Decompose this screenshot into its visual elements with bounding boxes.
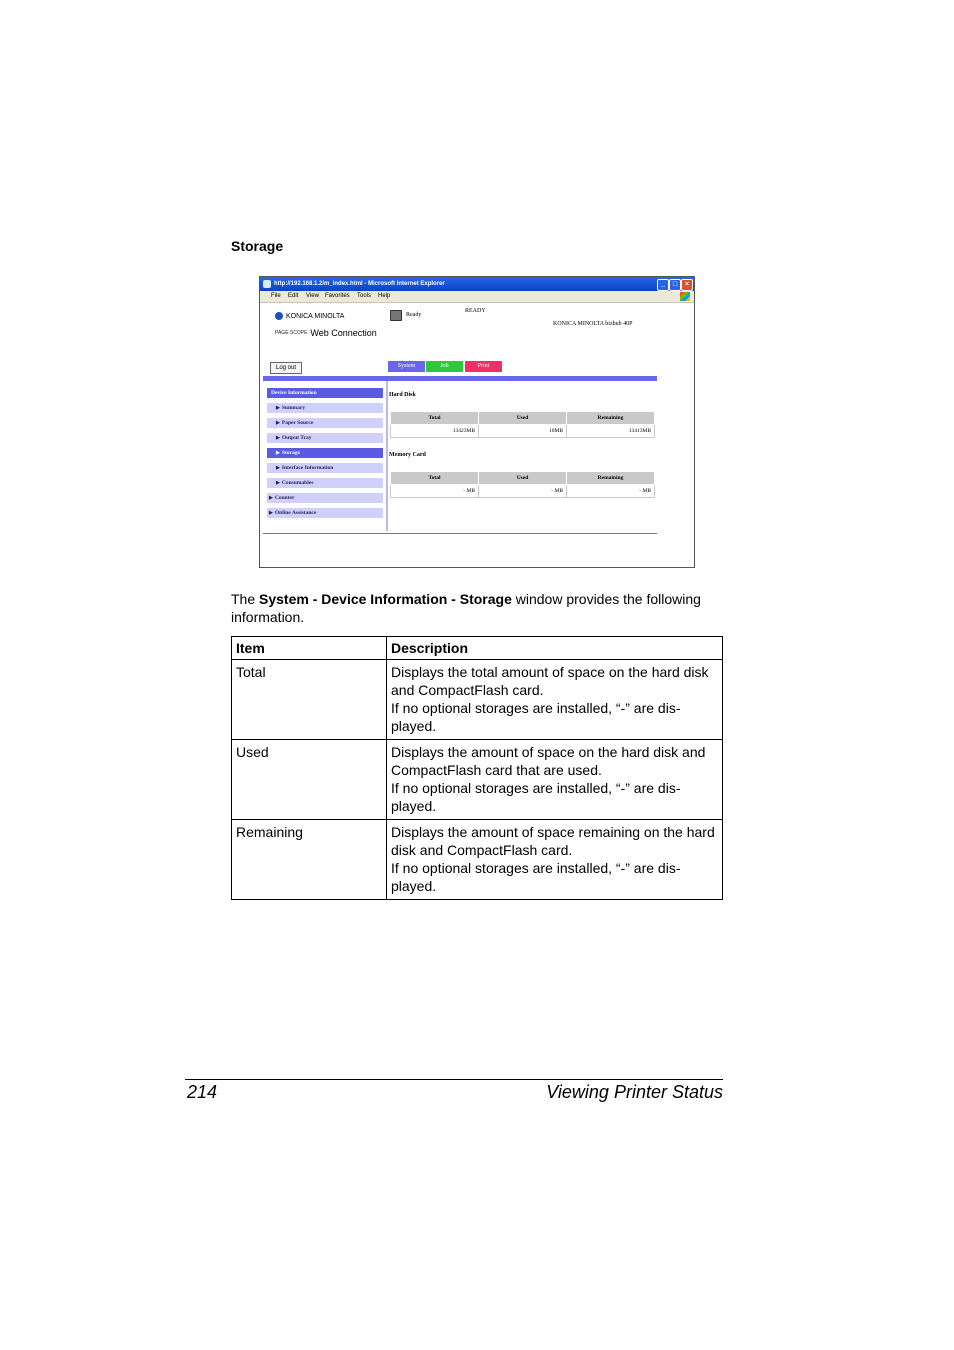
logout-button[interactable]: Log out (270, 362, 302, 374)
konica-minolta-logo: KONICA MINOLTA (275, 312, 344, 320)
row-description: Displays the total amount of space on the hard disk and CompactFlash card. If no optional storages are installed, “-” are dis-played. (387, 660, 723, 740)
triangle-right-icon: ▶ (276, 481, 280, 486)
memory-card-heading: Memory Card (389, 452, 426, 458)
table-header-row (232, 637, 723, 660)
menu-view[interactable]: View (306, 293, 319, 299)
menu-edit[interactable]: Edit (288, 293, 299, 299)
hard-disk-header-total: Total (391, 412, 479, 425)
running-footer-title: Viewing Printer Status (546, 1082, 723, 1102)
sidebar-item-storage[interactable]: ▶ Storage (267, 448, 383, 458)
page-number: 214 (187, 1082, 218, 1102)
row-item: Used (232, 740, 387, 820)
konica-minolta-mark-icon (275, 312, 283, 320)
hard-disk-used: 10MB (479, 425, 567, 438)
memory-card-header-total: Total (391, 472, 479, 485)
sidebar-item-paper-source[interactable]: ▶ Paper Source (267, 418, 383, 428)
hard-disk-header-used: Used (479, 412, 567, 425)
minimize-icon[interactable]: _ (657, 279, 669, 291)
row-item: Remaining (232, 820, 387, 900)
memory-card-table (390, 471, 655, 498)
menu-help[interactable]: Help (378, 293, 391, 299)
column-header-item: Item (232, 637, 387, 660)
maximize-icon[interactable]: □ (669, 279, 681, 291)
browser-menu-bar (260, 291, 694, 303)
printer-status-message: READY (465, 308, 486, 314)
browser-title-bar (260, 277, 694, 291)
triangle-right-icon: ▶ (276, 421, 280, 426)
row-item: Total (232, 660, 387, 740)
menu-file[interactable]: File (271, 293, 281, 299)
table-row (232, 820, 723, 900)
printer-model: KONICA MINOLTA bizhub 40P (553, 321, 633, 327)
sidebar-item-counter[interactable]: ▶ Counter (267, 493, 383, 503)
header-divider (263, 376, 657, 381)
memory-card-used: - MB (479, 485, 567, 498)
hard-disk-total: 13423MB (391, 425, 479, 438)
triangle-right-icon: ▶ (269, 511, 273, 516)
triangle-right-icon: ▶ (276, 406, 280, 411)
table-row (232, 660, 723, 740)
hard-disk-remaining: 13413MB (567, 425, 655, 438)
menu-tools[interactable]: Tools (357, 293, 372, 299)
ie-icon (263, 280, 271, 288)
tab-print[interactable]: Print (465, 361, 502, 372)
browser-screenshot (259, 276, 695, 568)
browser-title: http://192.168.1.2/m_index.html - Microsoft Internet Explorer (274, 281, 445, 287)
sidebar-item-consumables[interactable]: ▶ Consumables (267, 478, 383, 488)
sidebar-separator (386, 381, 388, 531)
memory-card-header-used: Used (479, 472, 567, 485)
footer-rule (185, 1079, 723, 1080)
section-heading: Storage (231, 238, 284, 254)
sidebar-item-online-assistance[interactable]: ▶ Online Assistance (267, 508, 383, 518)
printer-status-label: Ready (406, 312, 422, 318)
triangle-right-icon: ▶ (276, 466, 280, 471)
sidebar-item-output-tray[interactable]: ▶ Output Tray (267, 433, 383, 443)
triangle-right-icon: ▶ (276, 451, 280, 456)
row-description: Displays the amount of space remaining on the hard disk and CompactFlash card. If no optional storages are installed, “-” are dis-played. (387, 820, 723, 900)
sidebar-item-interface-information[interactable]: ▶ Interface Information (267, 463, 383, 473)
tab-system[interactable]: System (388, 361, 425, 372)
printer-status-icon (390, 310, 402, 321)
windows-logo-icon (680, 292, 690, 301)
sidebar-item-device-information[interactable]: Device Information (267, 388, 383, 398)
memory-card-remaining: - MB (567, 485, 655, 498)
description-table (231, 636, 723, 900)
table-row (232, 740, 723, 820)
hard-disk-header-remaining: Remaining (567, 412, 655, 425)
hard-disk-heading: Hard Disk (389, 392, 416, 398)
memory-card-total: - MB (391, 485, 479, 498)
triangle-right-icon: ▶ (276, 436, 280, 441)
menu-favorites[interactable]: Favorites (325, 293, 350, 299)
sidebar-item-summary[interactable]: ▶ Summary (267, 403, 383, 413)
column-header-description: Description (387, 637, 723, 660)
tab-job[interactable]: Job (426, 361, 463, 372)
pagescope-logo: PAGE SCOPE Web Connection (275, 328, 377, 338)
hard-disk-table (390, 411, 655, 438)
window-path: System - Device Information - Storage (259, 591, 512, 607)
row-description: Displays the amount of space on the hard disk and CompactFlash card that are used. If no optional storages are installed, “-” are dis-played. (387, 740, 723, 820)
close-icon[interactable]: × (681, 279, 693, 291)
triangle-right-icon: ▶ (269, 496, 273, 501)
content-bottom-divider (263, 533, 657, 534)
memory-card-header-remaining: Remaining (567, 472, 655, 485)
intro-paragraph: The System - Device Information - Storage window provides the following information. (231, 591, 701, 625)
